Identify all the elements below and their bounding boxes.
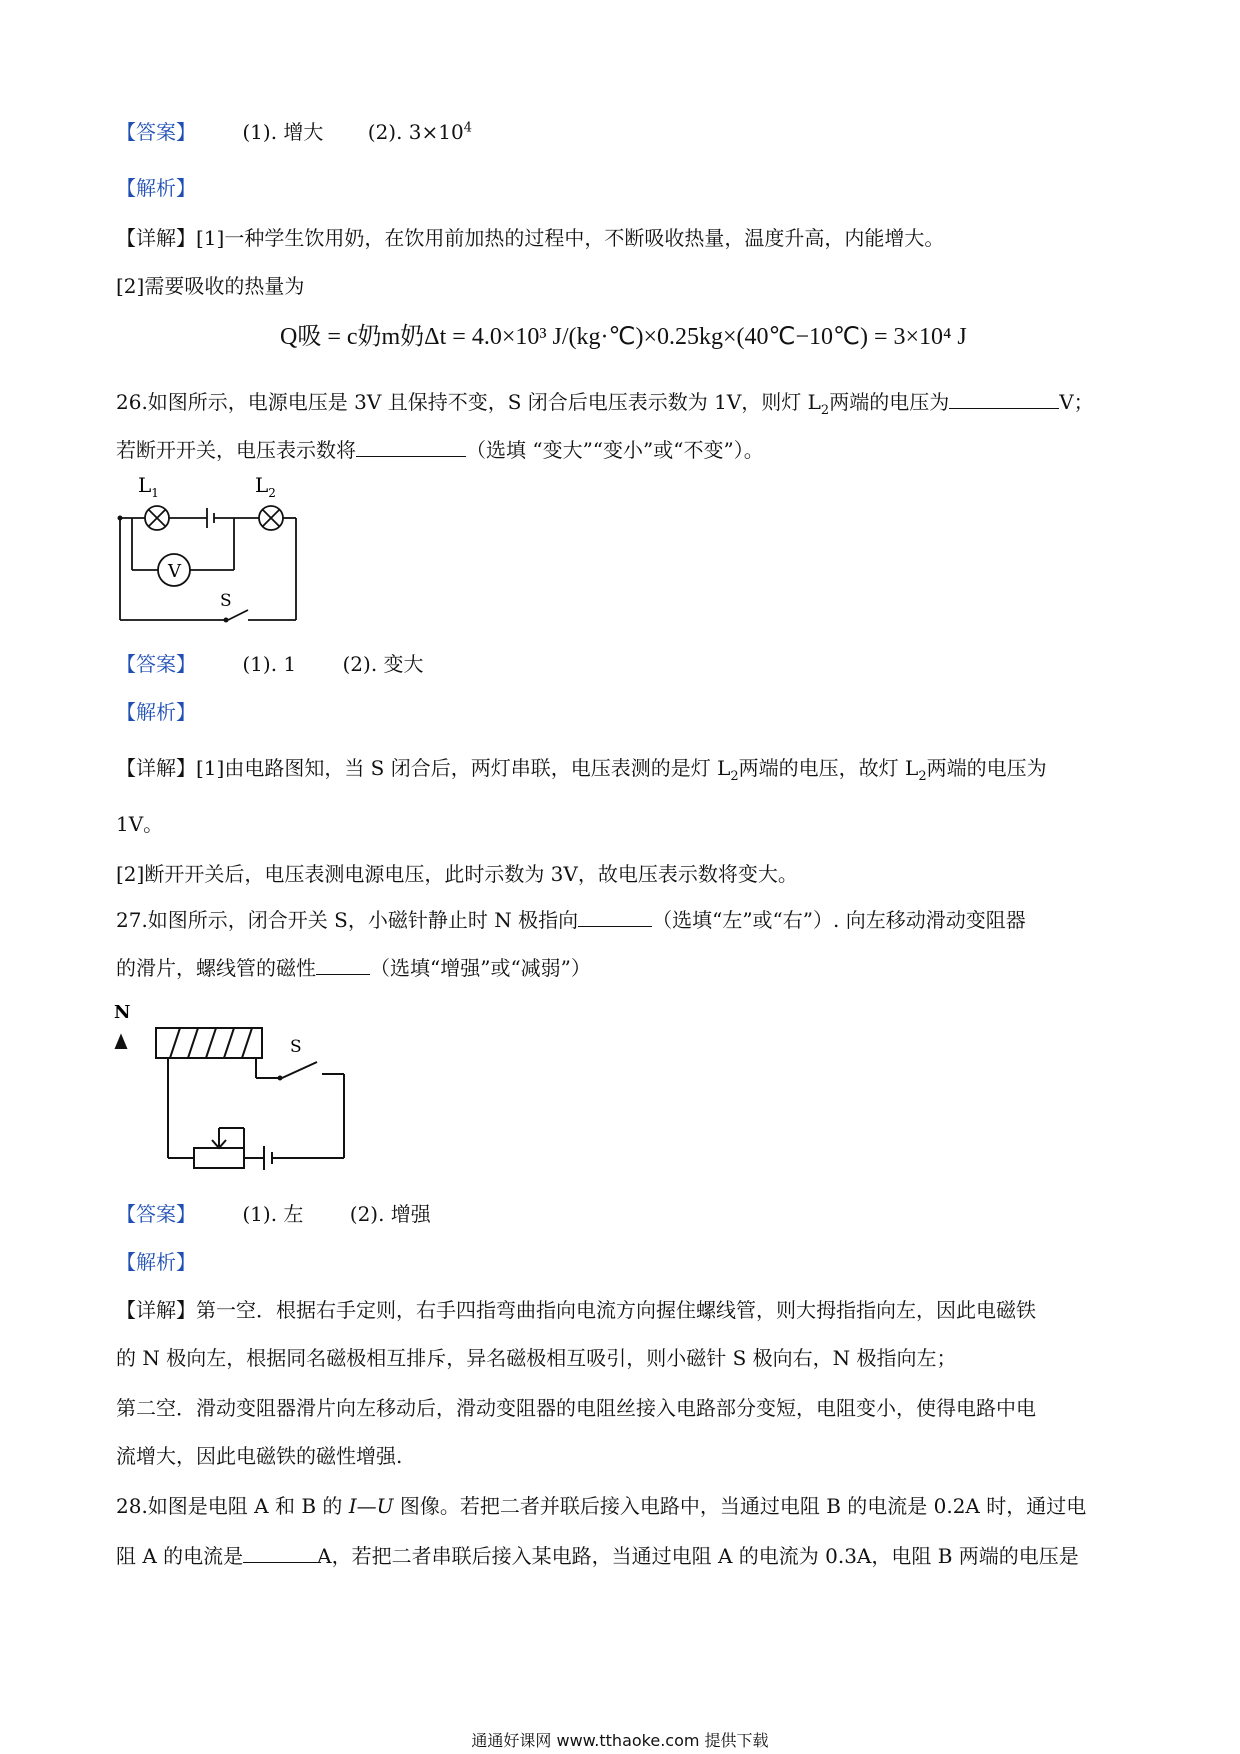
q27-line-1: 27.如图所示，闭合开关 S，小磁针静止时 N 极指向 （选填“左”或“右”）. 向左移动滑动变阻器	[116, 908, 1026, 932]
fig-label-S: S	[220, 591, 232, 611]
q26-answer-row: 【答案】 (1). 1 (2). 变大	[116, 652, 424, 676]
blank	[356, 438, 466, 457]
q27-line-2: 的滑片，螺线管的磁性 （选填“增强”或“减弱”）	[116, 956, 591, 980]
q25-answer-row	[116, 116, 472, 145]
compass-needle-icon	[116, 1036, 126, 1048]
fig-label-S: S	[290, 1037, 302, 1057]
fig-label-V: V	[168, 561, 181, 582]
q25-detail-2: [2]需要吸收的热量为	[116, 274, 305, 298]
fig-label-L1: $L_1$	[138, 473, 159, 500]
q27-circuit-diagram	[112, 1000, 362, 1170]
switch-S-symbol	[282, 1062, 317, 1078]
heat-formula: Q吸 = c奶m奶Δt = 4.0×10³ J/(kg·℃)×0.25kg×(40℃−10℃) = 3×10⁴ J	[280, 324, 967, 350]
q27-detail-1: 【详解】第一空．根据右手定则，右手四指弯曲指向电流方向握住螺线管，则大拇指指向左，因此电磁铁	[116, 1298, 1036, 1322]
answer-tag: 【答案】	[116, 120, 196, 144]
q27-detail-4: 流增大，因此电磁铁的磁性增强.	[116, 1444, 403, 1468]
rheostat-symbol	[194, 1148, 244, 1168]
answer-2: (2). $3\times 10^4$	[367, 120, 473, 144]
blank	[316, 956, 370, 975]
q27-detail-3: 第二空．滑动变阻器滑片向左移动后，滑动变阻器的电阻丝接入电路部分变短，电阻变小，使得电路中电	[116, 1396, 1036, 1420]
q26-circuit-diagram	[110, 470, 310, 630]
switch-S-symbol	[228, 610, 248, 620]
q26-line-1: 26.如图所示，电源电压是 3V 且保持不变，S 闭合后电压表示数为 1V，则灯 $L_2$两端的电压为 V；	[116, 390, 1094, 418]
blank	[578, 908, 652, 927]
q28-line-2: 阻 A 的电流是 A，若把二者串联后接入某电路，当通过电阻 A 的电流为 0.3A，电阻 B 两端的电压是	[116, 1544, 1079, 1568]
analysis-tag: 【解析】	[116, 176, 196, 200]
fig-label-L2: $L_2$	[255, 473, 276, 500]
q26-line-2: 若断开开关，电压表示数将 （选填 “变大”“变小”或“不变”）。	[116, 438, 764, 462]
page-footer: 通通好课网 www.tthaoke.com 提供下载	[471, 1731, 769, 1750]
analysis-tag: 【解析】	[116, 700, 196, 724]
answer-1: (1). 增大	[242, 120, 324, 144]
q27-detail-2: 的 N 极向左，根据同名磁极相互排斥，异名磁极相互吸引，则小磁针 S 极向右，N 极指向左；	[116, 1346, 957, 1370]
q28-line-1: 28.如图是电阻 A 和 B 的 I—U 图像。若把二者并联后接入电路中，当通过电阻 B 的电流是 0.2A 时，通过电	[116, 1494, 1087, 1518]
q26-detail-2: [2]断开开关后，电压表测电源电压，此时示数为 3V，故电压表示数将变大。	[116, 862, 798, 886]
q27-answer-row: 【答案】 (1). 左 (2). 增强	[116, 1202, 431, 1226]
analysis-tag: 【解析】	[116, 1250, 196, 1274]
q26-detail-1-cont: 1V。	[116, 812, 164, 836]
blank	[949, 390, 1059, 409]
blank	[243, 1544, 317, 1563]
q26-detail-1: 【详解】[1]由电路图知，当 S 闭合后，两灯串联，电压表测的是灯 $L_2$两端的电压，故灯 $L_2$两端的电压为	[116, 756, 1047, 784]
q25-detail-1: 【详解】[1]一种学生饮用奶，在饮用前加热的过程中，不断吸收热量，温度升高，内能增大。	[116, 226, 945, 250]
fig-label-N: N	[114, 1002, 131, 1023]
